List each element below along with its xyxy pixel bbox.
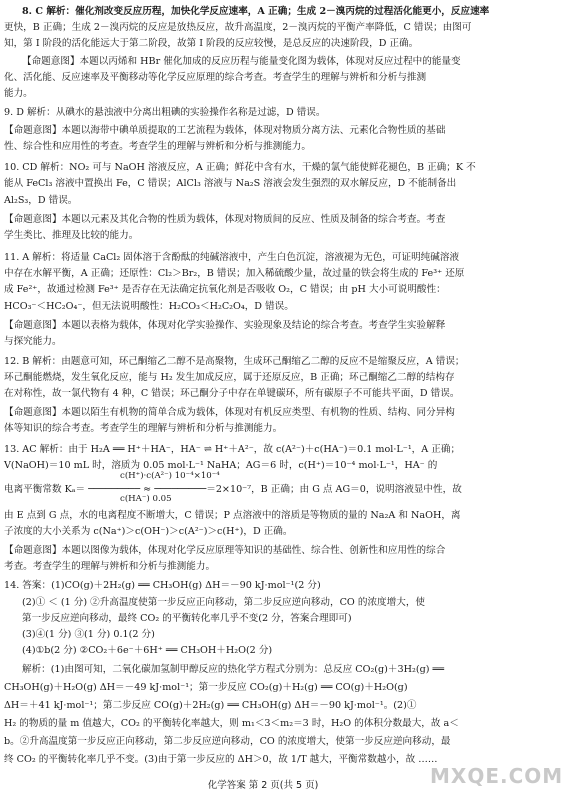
answer-10-line-1: 10. CD 解析：NO₂ 可与 NaOH 溶液反应，A 正确；鲜花中含有水，干燥的氯气能使鲜花褪色，B 正确；K 不 xyxy=(4,162,476,173)
intent-10-line-1: 【命题意图】本题以元素及其化合物的性质为载体，体现对物质间的反应、性质及制备的综合考查。考查 xyxy=(4,214,446,225)
intent-8-line-3: 能力。 xyxy=(4,88,33,99)
answer-14-line-3: 第一步反应逆向移动，最终 CO₂ 的平衡转化率几乎不变(2 分，答案合理即可) xyxy=(22,613,352,624)
answer-14-line-2: (2)① ＜ (1 分) ②升高温度使第一步反应正向移动，第二步反应逆向移动，CO 的浓度增大，使 xyxy=(22,597,426,608)
answer-10-line-2: 能从 FeCl₃ 溶液中置换出 Fe，C 错误；AlCl₃ 溶液与 Na₂S 溶液会发生强烈的双水解反应，D 不能制备出 xyxy=(4,178,457,189)
answer-11-line-2: 中存在水解平衡，A 正确；还原性：Cl₂＞Br₂，B 错误；加入稀硫酸少量，故过量的铁会将生成的 Fe³⁺ 还原 xyxy=(4,268,465,279)
ka-fraction-numerator: c(H⁺)·c(A²⁻) 10⁻⁴×10⁻⁴ xyxy=(120,471,220,481)
intent-8-line-2: 化、活化能、反应速率及平衡移动等化学反应原理的综合考查。考查学生的理解与辨析和分析与推测 xyxy=(4,72,427,83)
answer-13-line-1: 13. AC 解析：由于 H₂A ══ H⁺＋HA⁻，HA⁻ ⇌ H⁺＋A²⁻，故 c(A²⁻)＋c(HA⁻)＝0.1 mol·L⁻¹，A 正确； xyxy=(4,444,461,455)
answer-14-line-4: (3)④(1 分) ③(1 分) 0.1(2 分) xyxy=(22,629,155,640)
answer-12-line-1: 12. B 解析：由题意可知，环己酮缩乙二醇不是高聚物，生成环己酮缩乙二醇的反应不是缩聚反应，A 错误； xyxy=(4,356,465,367)
analysis-14-line-6: 终 CO₂ 的平衡转化率几乎不变。(3)由于第一步反应的 ΔH＞0，故 1/T 越大，平衡常数越小，故 …… xyxy=(4,754,438,765)
answer-13-line-3: 电离平衡常数 Kₐ＝ ───────── ≈ ─────────＝2×10⁻⁷，B 正确；由 G 点 AG＝0，说明溶液显中性，故 xyxy=(4,484,462,495)
page-footer: 化学答案 第 2 页(共 5 页) xyxy=(207,780,319,791)
answer-13-line-4: 由 E 点到 G 点，水的电离程度不断增大，C 错误；P 点溶液中的溶质是等物质的量的 Na₂A 和 NaOH，离 xyxy=(4,510,461,521)
answer-12-line-3: 在对称性，故一氯代物有 4 种，C 错误；环己酮分子中存在单键碳环，所有碳原子不可能共平面，D 错误。 xyxy=(4,388,460,399)
answer-13-line-5: 子浓度的大小关系为 c(Na⁺)＞c(OH⁻)＞c(A²⁻)＞c(H⁺)，D 正确。 xyxy=(4,526,293,537)
answer-14-line-1: 14. 答案：(1)CO(g)＋2H₂(g) ══ CH₃OH(g) ΔH＝－90 kJ·mol⁻¹(2 分) xyxy=(4,580,321,591)
analysis-14-line-1: 解析：(1)由图可知，二氧化碳加氢制甲醇反应的热化学方程式分别为：总反应 CO₂(g)＋3H₂(g) ══ xyxy=(22,664,445,675)
intent-11-line-1: 【命题意图】本题以表格为载体，体现对化学实验操作、实验现象及结论的综合考查。考查学生实验解释 xyxy=(4,320,446,331)
answer-11-line-3: 成 Fe²⁺，故通过检测 Fe³⁺ 是否存在无法确定抗氧化剂是否吸收 O₂，C 错误；由 pH 大小可说明酸性： xyxy=(4,284,446,295)
answer-13-line-2: V(NaOH)＝10 mL 时，溶质为 0.05 mol·L⁻¹ NaHA；AG＝6 时，c(H⁺)＝10⁻⁴ mol·L⁻¹，HA⁻ 的 xyxy=(4,460,438,471)
intent-13-line-1: 【命题意图】本题以图像为载体，体现对化学反应原理等知识的基础性、综合性、创新性和应用性的综合 xyxy=(4,545,446,556)
answer-12-line-2: 环己酮能燃烧，发生氧化反应，能与 H₂ 发生加成反应，属于还原反应，B 正确；环己酮缩乙二醇的结构存 xyxy=(4,372,455,383)
answer-14-line-5: (4)①b(2 分) ②CO₂＋6e⁻＋6H⁺ ══ CH₃OH＋H₂O(2 分) xyxy=(22,645,273,656)
answer-11-line-4: HCO₃⁻＜HC₂O₄⁻，但无法说明酸性：H₂CO₃＜H₂C₂O₄，D 错误。 xyxy=(4,301,294,312)
intent-9-line-2: 性、综合性和应用性的考查。考查学生的理解与辨析和分析与推测能力。 xyxy=(4,141,311,152)
site-watermark: MXQE.COM xyxy=(430,764,563,788)
intent-9-line-1: 【命题意图】本题以海带中碘单质提取的工艺流程为载体，体现对物质分离方法、元素化合物性质的基础 xyxy=(4,125,446,136)
analysis-14-line-2: CH₃OH(g)＋H₂O(g) ΔH＝－49 kJ·mol⁻¹；第一步反应 CO₂(g)＋H₂(g) ══ CO(g)＋H₂O(g) xyxy=(4,682,408,693)
intent-13-line-2: 考查。考查学生的理解与辨析和分析与推测能力。 xyxy=(4,561,216,572)
analysis-14-line-3: ΔH＝＋41 kJ·mol⁻¹；第二步反应 CO(g)＋2H₂(g) ══ CH₃OH(g) ΔH＝－90 kJ·mol⁻¹。(2)① xyxy=(4,700,417,711)
answer-9-line-1: 9. D 解析：从碘水的悬浊液中分离出粗碘的实验操作名称是过滤，D 错误。 xyxy=(4,107,326,118)
intent-11-line-2: 与探究能力。 xyxy=(4,336,62,347)
ka-fraction-denominator: c(HA⁻) 0.05 xyxy=(120,494,172,504)
answer-8-line-2: 更快，B 正确；生成 2－溴丙烷的反应是放热反应，故升高温度，2－溴丙烷的平衡产率降低，C 错误；由图可 xyxy=(4,22,472,33)
analysis-14-line-4: H₂ 的物质的量 m 值越大，CO₂ 的平衡转化率越大，则 m₁＜3＜m₂＝3 时，H₂O 的体积分数最大，故 a＜ xyxy=(4,718,459,729)
intent-12-line-2: 体等知识的综合考查。考查学生的理解与辨析和分析与推测能力。 xyxy=(4,423,283,434)
answer-8-line-3: 知，第 Ⅰ 阶段的活化能远大于第二阶段，故第 Ⅰ 阶段的反应较慢，是总反应的决速阶段，D 正确。 xyxy=(4,38,419,49)
analysis-14-line-5: b。②升高温度第一步反应正向移动，第二步反应逆向移动，CO 的浓度增大，使第一步反应逆向移动，最 xyxy=(4,736,451,747)
answer-10-line-3: Al₂S₃，D 错误。 xyxy=(4,195,78,206)
intent-10-line-2: 学生类比、推理及比较的能力。 xyxy=(4,230,139,241)
answer-8-line-1: 8. C 解析：催化剂改变反应历程，加快化学反应速率，A 正确；生成 2－溴丙烷的过程活化能更小，反应速率 xyxy=(22,6,490,17)
intent-8-line-1: 【命题意图】本题以丙烯和 HBr 催化加成的反应历程与能量变化图为载体，体现对反应过程中的能量变 xyxy=(22,56,461,67)
answer-11-line-1: 11. A 解析：将适量 CaCl₂ 固体溶于含酚酞的纯碱溶液中，产生白色沉淀，溶液褪为无色，可证明纯碱溶液 xyxy=(4,252,460,263)
intent-12-line-1: 【命题意图】本题以陌生有机物的简单合成为载体，体现对有机反应类型、有机物的性质、结构、同分异构 xyxy=(4,407,455,418)
